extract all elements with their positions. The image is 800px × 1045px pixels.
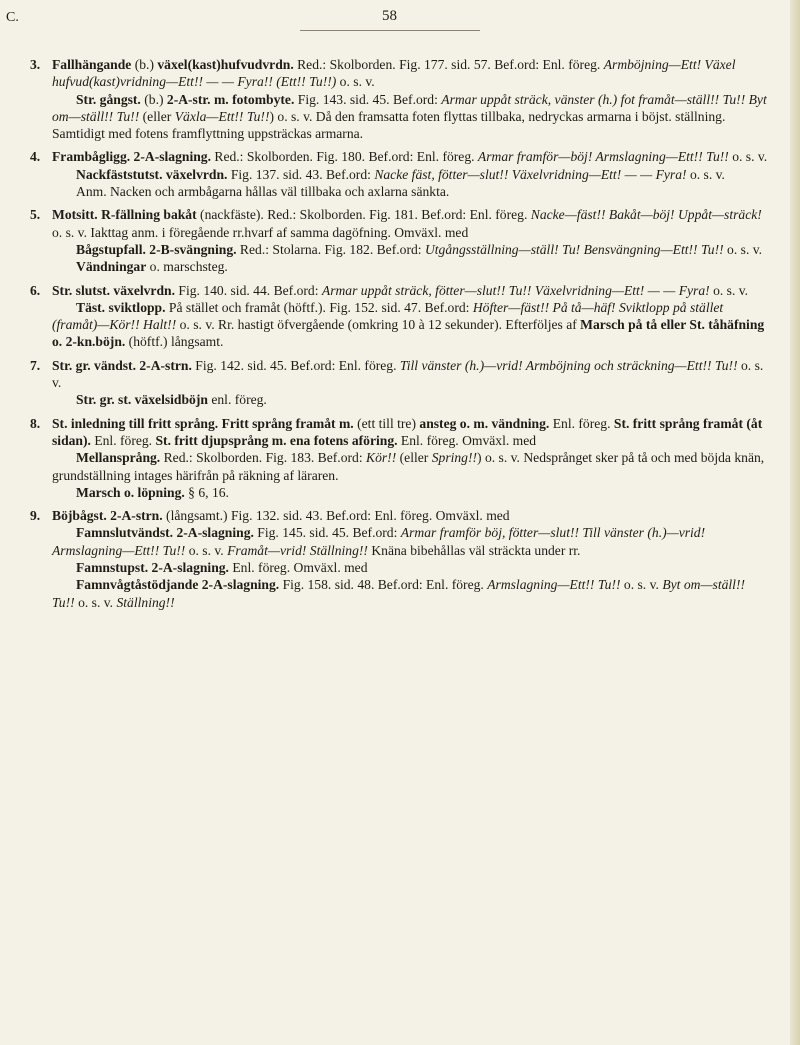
entry-paragraph: Str. slutst. växelvrdn. Fig. 140. sid. 44. Bef.ord: Armar uppåt sträck, fötter—slut!! Tu!! Växelvridning—Ett! — — Fyra! o. s. v. xyxy=(52,282,749,298)
entry-paragraph: Marsch o. löpning. § 6, 16. xyxy=(76,484,229,500)
entry-paragraph: Str. gr. st. växelsidböjn enl. föreg. xyxy=(76,392,267,408)
entry-number: 4. xyxy=(30,149,41,165)
entry-paragraph: Str. gångst. (b.) 2-A-str. m. fotombyte. Fig. 143. sid. 45. Bef.ord: Armar uppåt sträck, vänster (h.) fot framåt—ställ!! Tu!! Byt om—ställ!! Tu!! (eller Växla—Ett!! Tu!!) o. s. v. Då den framsatta foten flyttas tillbaka, nedryckas armarna i böjst. ställning. Samtidigt med fotens framflyttning uppsträckas armarna. xyxy=(52,91,767,142)
exercise-entry xyxy=(30,56,770,142)
page-edge-shadow xyxy=(790,0,800,1045)
entry-number: 9. xyxy=(30,508,41,524)
entry-paragraph: Famnvågtåstödjande 2-A-slagning. Fig. 158. sid. 48. Bef.ord: Enl. föreg. Armslagning—Ett!! Tu!! o. s. v. Byt om—ställ!! Tu!! o. s. v. Ställning!! xyxy=(52,577,745,610)
exercise-entry xyxy=(30,148,770,200)
entry-paragraph: St. inledning till fritt språng. Fritt språng framåt m. (ett till tre) ansteg o. m. vändning. Enl. föreg. St. fritt språng framåt (åt sidan). Enl. föreg. St. fritt djupsprång m. ena fotens aföring. Enl. föreg. Omväxl. med xyxy=(52,415,763,448)
exercise-entry xyxy=(30,206,770,275)
entry-paragraph: Frambågligg. 2-A-slagning. Red.: Skolborden. Fig. 180. Bef.ord: Enl. föreg. Armar framför—böj! Armslagning—Ett!! Tu!! o. s. v. xyxy=(52,149,768,165)
entry-number: 7. xyxy=(30,357,41,373)
entry-paragraph: Mellansprång. Red.: Skolborden. Fig. 183. Bef.ord: Kör!! (eller Spring!!) o. s. v. Nedsprånget sker på tå och med böjda knän, grundställning intages härifrån på räkning af läraren. xyxy=(52,450,765,483)
exercise-entry xyxy=(30,357,770,409)
page-number: 58 xyxy=(382,8,397,24)
exercise-list xyxy=(30,56,770,611)
exercise-entry xyxy=(30,415,770,501)
entry-paragraph: Fallhängande (b.) växel(kast)hufvudvrdn. Red.: Skolborden. Fig. 177. sid. 57. Bef.ord: Enl. föreg. Armböjning—Ett! Växel hufvud(kast)vridning—Ett!! — — Fyra!! (Ett!! Tu!!) o. s. v. xyxy=(52,57,736,90)
entry-paragraph: Str. gr. vändst. 2-A-strn. Fig. 142. sid. 45. Bef.ord: Enl. föreg. Till vänster (h.)—vrid! Armböjning och sträckning—Ett!! Tu!! o. s. v. xyxy=(52,357,764,391)
entry-paragraph: Motsitt. R-fällning bakåt (nackfäste). Red.: Skolborden. Fig. 181. Bef.ord: Enl. föreg. Nacke—fäst!! Bakåt—böj! Uppåt—sträck! o. s. v. Iakttag anm. i föregående rr.hvarf af samma dagöfning. Omväxl. med xyxy=(52,207,762,240)
entry-number: 3. xyxy=(30,57,41,72)
entry-number: 8. xyxy=(30,415,41,431)
entry-number: 6. xyxy=(30,282,41,298)
entry-paragraph: Böjbågst. 2-A-strn. (långsamt.) Fig. 132. sid. 43. Bef.ord: Enl. föreg. Omväxl. med xyxy=(52,508,510,524)
entry-number: 5. xyxy=(30,207,41,223)
entry-paragraph: Famnstupst. 2-A-slagning. Enl. föreg. Omväxl. med xyxy=(76,560,368,576)
entry-paragraph: Bågstupfall. 2-B-svängning. Red.: Stolarna. Fig. 182. Bef.ord: Utgångsställning—ställ! Tu! Bensvängning—Ett!! Tu!! o. s. v. xyxy=(76,241,763,257)
entry-paragraph: Vändningar o. marschsteg. xyxy=(76,259,228,275)
entry-paragraph: Täst. sviktlopp. På stället och framåt (höftf.). Fig. 152. sid. 47. Bef.ord: Höfter—fäst!! På tå—häf! Sviktlopp på stället (framåt)—Kör!! Halt!! o. s. v. Rr. hastigt öfvergående (omkring 10 à 12 sekunder). Efterföljes af Marsch på tå eller St. tåhäfning o. 2-kn.böjn. (höftf.) långsamt. xyxy=(52,299,765,350)
entry-paragraph: Anm. Nacken och armbågarna hållas väl tillbaka och axlarna sänkta. xyxy=(76,184,450,200)
entry-paragraph: Famnslutvändst. 2-A-slagning. Fig. 145. sid. 45. Bef.ord: Armar framför böj, fötter—slut!! Till vänster (h.)—vrid! Armslagning—Ett!! Tu!! o. s. v. Framåt—vrid! Ställning!! Knäna bibehållas väl sträckta under rr. xyxy=(52,525,706,558)
exercise-entry xyxy=(30,507,770,611)
header-rule xyxy=(300,30,480,31)
entry-paragraph: Nackfäststutst. växelvrdn. Fig. 137. sid. 43. Bef.ord: Nacke fäst, fötter—slut!! Växelvridning—Ett! — — Fyra! o. s. v. xyxy=(76,166,725,182)
corner-mark: C. xyxy=(6,10,19,25)
exercise-entry xyxy=(30,282,770,351)
